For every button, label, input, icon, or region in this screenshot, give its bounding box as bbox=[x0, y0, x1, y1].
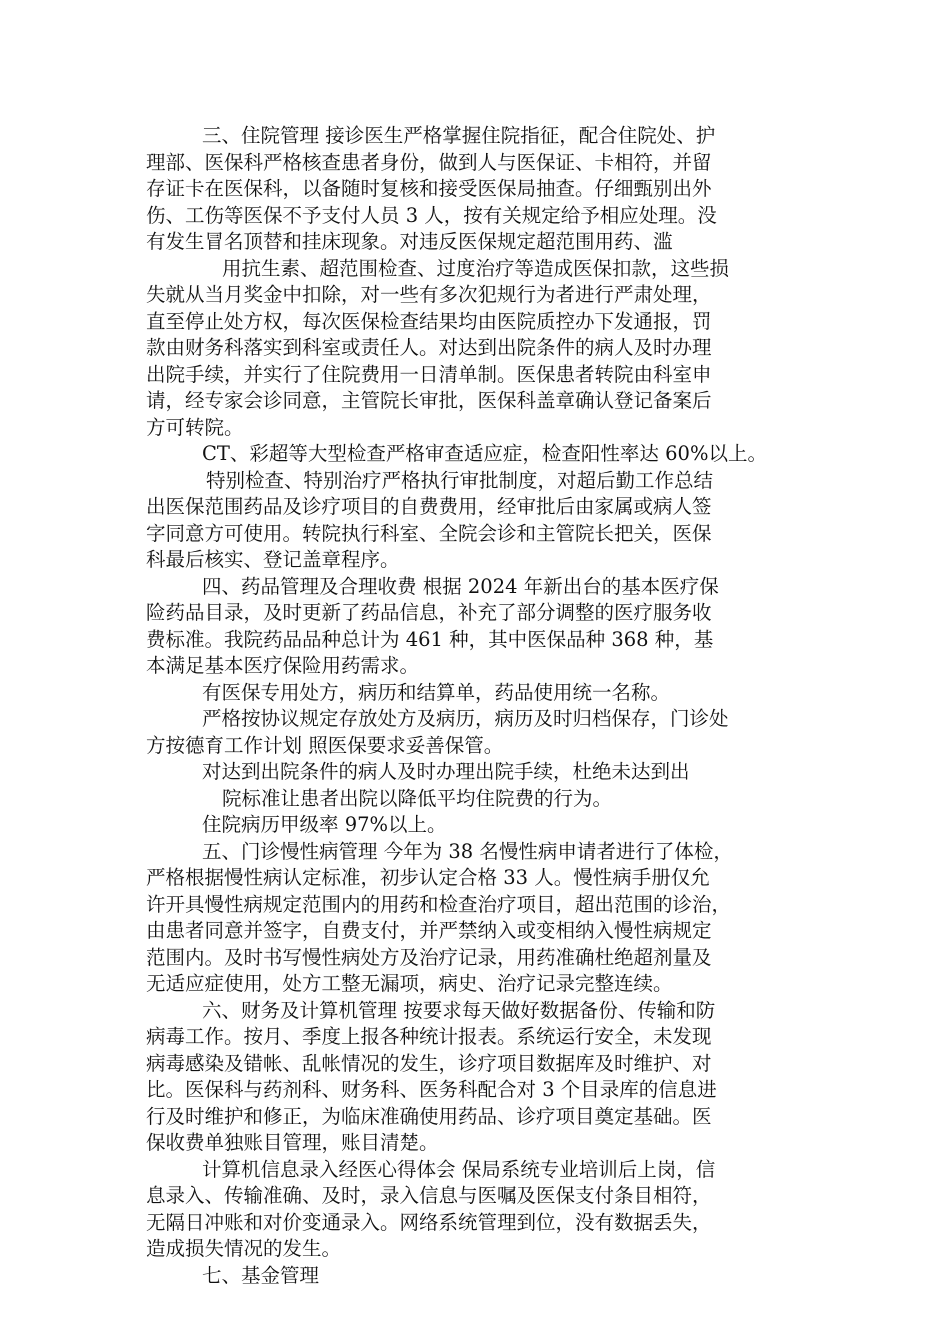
text-line: 直至停止处方权，每次医保检查结果均由医院质控办下发通报，罚 bbox=[146, 310, 712, 333]
text-line: 病毒感染及错帐、乱帐情况的发生，诊疗项目数据库及时维护、对 bbox=[146, 1052, 712, 1075]
text-line: 存证卡在医保科，以备随时复核和接受医保局抽查。仔细甄别出外 bbox=[146, 177, 712, 200]
text-line: 出院手续，并实行了住院费用一日清单制。医保患者转院由科室申 bbox=[146, 363, 712, 386]
text-line: 无适应症使用，处方工整无漏项，病史、治疗记录完整连续。 bbox=[146, 972, 673, 995]
text-line: 有医保专用处方，病历和结算单，药品使用统一名称。 bbox=[202, 681, 671, 704]
text-line: 伤、工伤等医保不予支付人员 3 人，按有关规定给予相应处理。没 bbox=[146, 204, 717, 227]
text-line: 范围内。及时书写慢性病处方及治疗记录，用药准确杜绝超剂量及 bbox=[146, 946, 712, 969]
text-line: 比。医保科与药剂科、财务科、医务科配合对 3 个目录库的信息进 bbox=[146, 1078, 717, 1101]
text-line: 有发生冒名顶替和挂床现象。对违反医保规定超范围用药、滥 bbox=[146, 230, 673, 253]
text-line: 请，经专家会诊同意，主管院长审批，医保科盖章确认登记备案后 bbox=[146, 389, 712, 412]
text-line: 无隔日冲账和对价变通录入。网络系统管理到位，没有数据丢失， bbox=[146, 1211, 712, 1234]
text-line: 特别检查、特别治疗严格执行审批制度，对超后勤工作总结 bbox=[206, 469, 714, 492]
text-line: 严格按协议规定存放处方及病历，病历及时归档保存，门诊处 bbox=[202, 707, 729, 730]
text-line: 方可转院。 bbox=[146, 416, 244, 439]
text-line: 六、财务及计算机管理 按要求每天做好数据备份、传输和防 bbox=[202, 999, 716, 1022]
section-heading: 七、基金管理 bbox=[202, 1264, 320, 1287]
text-line: 出医保范围药品及诊疗项目的自费费用，经审批后由家属或病人签 bbox=[146, 495, 712, 518]
text-line: 息录入、传输准确、及时，录入信息与医嘱及医保支付条目相符， bbox=[146, 1184, 712, 1207]
text-line: 许开具慢性病规定范围内的用药和检查治疗项目，超出范围的诊治， bbox=[146, 893, 732, 916]
text-line: 五、门诊慢性病管理 今年为 38 名慢性病申请者进行了体检， bbox=[202, 840, 733, 863]
text-line: 本满足基本医疗保险用药需求。 bbox=[146, 654, 420, 677]
text-line: 造成损失情况的发生。 bbox=[146, 1237, 342, 1260]
text-line: 由患者同意并签字，自费支付，并严禁纳入或变相纳入慢性病规定 bbox=[146, 919, 712, 942]
text-line: 住院病历甲级率 97%以上。 bbox=[202, 813, 447, 836]
text-line: 严格根据慢性病认定标准，初步认定合格 33 人。慢性病手册仅允 bbox=[146, 866, 710, 889]
text-line: 行及时维护和修正，为临床准确使用药品、诊疗项目奠定基础。医 bbox=[146, 1105, 712, 1128]
text-line: 失就从当月奖金中扣除，对一些有多次犯规行为者进行严肃处理， bbox=[146, 283, 712, 306]
text-line: 款由财务科落实到科室或责任人。对达到出院条件的病人及时办理 bbox=[146, 336, 712, 359]
text-line: 方按德育工作计划 照医保要求妥善保管。 bbox=[146, 734, 504, 757]
text-line: 病毒工作。按月、季度上报各种统计报表。系统运行安全，未发现 bbox=[146, 1025, 712, 1048]
text-line: 保收费单独账目管理，账目清楚。 bbox=[146, 1131, 439, 1154]
text-line: 费标准。我院药品品种总计为 461 种，其中医保品种 368 种，基 bbox=[146, 628, 714, 651]
text-line: 险药品目录，及时更新了药品信息，补充了部分调整的医疗服务收 bbox=[146, 601, 712, 624]
text-line: 计算机信息录入经医心得体会 保局系统专业培训后上岗，信 bbox=[202, 1158, 716, 1181]
text-line: 字同意方可使用。转院执行科室、全院会诊和主管院长把关，医保 bbox=[146, 522, 712, 545]
text-line: 用抗生素、超范围检查、过度治疗等造成医保扣款，这些损 bbox=[222, 257, 730, 280]
text-line: 四、药品管理及合理收费 根据 2024 年新出台的基本医疗保 bbox=[202, 575, 719, 598]
text-line: 三、住院管理 接诊医生严格掌握住院指征，配合住院处、护 bbox=[202, 124, 716, 147]
text-line: 科最后核实、登记盖章程序。 bbox=[146, 548, 400, 571]
text-line: 院标准让患者出院以降低平均住院费的行为。 bbox=[222, 787, 613, 810]
text-line: 对达到出院条件的病人及时办理出院手续，杜绝未达到出 bbox=[202, 760, 690, 783]
text-line: CT、彩超等大型检查严格审查适应症，检查阳性率达 60%以上。 bbox=[202, 442, 767, 465]
text-line: 理部、医保科严格核查患者身份，做到人与医保证、卡相符，并留 bbox=[146, 151, 712, 174]
